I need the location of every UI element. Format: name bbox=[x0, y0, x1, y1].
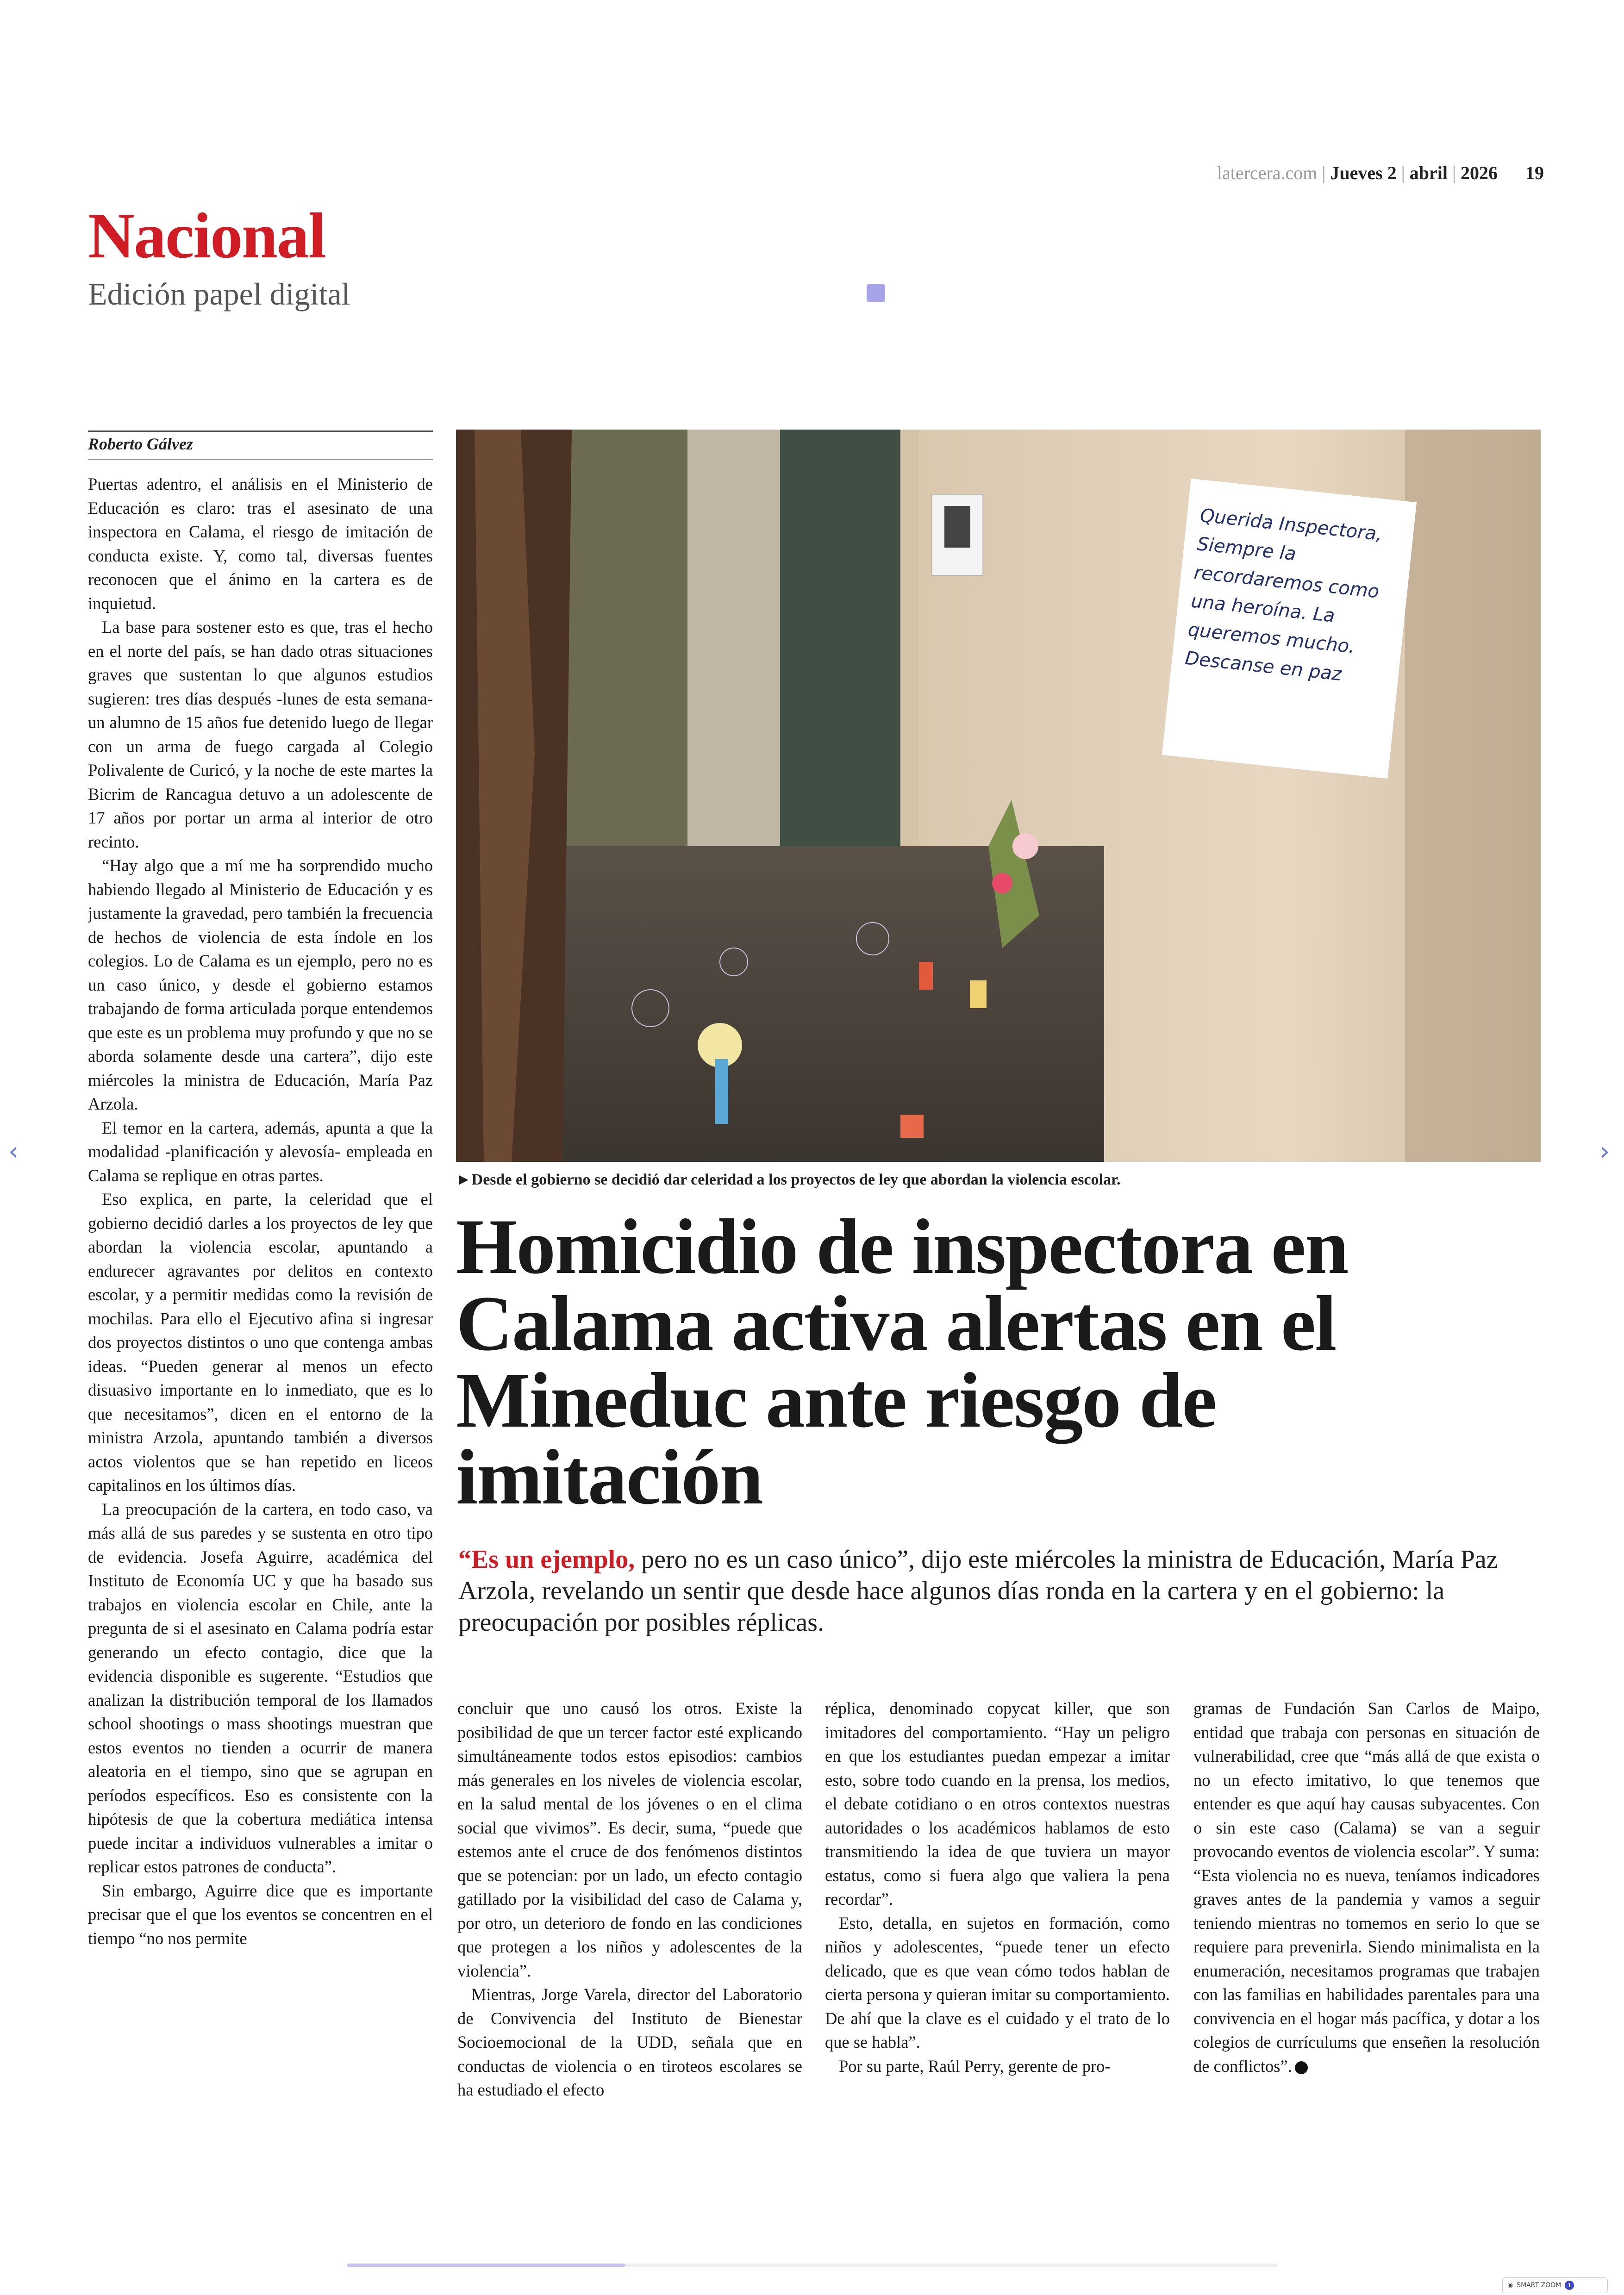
page-number: 19 bbox=[1525, 162, 1544, 183]
annotation-marker[interactable] bbox=[867, 284, 885, 302]
smart-zoom-button[interactable] bbox=[1502, 2277, 1608, 2293]
paragraph: Eso explica, en parte, la celeridad que el gobierno decidió darles a los proyectos de ley que abordan la violencia escolar, apuntando a endurecer agravantes por delitos en contexto escolar, y a permitir medidas como la revisión de mochilas. Para ello el Ejecutivo afina si ingresar dos proyectos distintos o uno que contenga ambas ideas. “Pueden generar al menos un efecto disuasivo importante en lo inmediato, que es lo que necesitamos”, dicen en el entorno de la ministra Arzola, apuntando también a diversos actos violentos que se han repetido en liceos capitalinos en los últimos días. bbox=[88, 1190, 433, 1495]
paragraph: “Hay algo que a mí me ha sorprendido mucho habiendo llegado al Ministerio de Educación y es justamente la gravedad, pero también la frecuencia de hechos de violencia de esta índole en los colegios. Lo de Calama es un ejemplo, pero no es un caso único, y desde el gobierno estamos trabajando de forma articulada porque entendemos que este es un problema muy profundo y que no se aborda solamente desde una cartera”, dijo este miércoles la ministra de Educación, María Paz Arzola. bbox=[88, 856, 433, 1113]
next-page-button[interactable]: › bbox=[1599, 1136, 1610, 1166]
dek bbox=[458, 1544, 1523, 1638]
paragraph: Sin embargo, Aguirre dice que es importante precisar que el que los eventos se concentren en el tiempo “no nos permite bbox=[88, 1881, 433, 1948]
article-photo bbox=[456, 430, 1541, 1162]
site-name: latercera.com bbox=[1217, 162, 1318, 183]
issue-day: Jueves 2 bbox=[1330, 162, 1397, 183]
eye-icon: ◉ bbox=[1507, 2282, 1513, 2289]
paragraph: La preocupación de la cartera, en todo caso, va más allá de sus paredes y se sustenta en otro tipo de evidencia. Josefa Aguirre, académica del Instituto de Economía UC y que ha basado sus trabajos en violencia escolar en Chile, ante la pregunta de si el asesinato en Calama podría estar generando un efecto contagio, dice que la evidencia disponible es sugerente. “Estudios que analizan la distribución temporal de los llamados school shootings o mass shootings muestran que estos eventos no tienden a ocurrir de manera aleatoria en el tiempo, sino que se agrupan en períodos específicos. Eso es consistente con la hipótesis de que la cobertura mediática intensa puede incitar a individuos vulnerables a imitar o replicar estos patrones de conducta”. bbox=[88, 1499, 433, 1876]
paragraph: Esto, detalla, en sujetos en formación, como niños y adolescentes, “puede tener un efecto delicado, que es que vean cómo todos hablan de cierta persona y quieran imitar su comportamiento. De ahí que la clave es el cuidado y el trato de lo que se habla”. bbox=[825, 1913, 1170, 2052]
photo-handwritten-note: Querida Inspectora, Siempre la recordaremos como una heroína. La queremos mucho. Descanse en paz bbox=[1184, 505, 1384, 686]
prev-page-button[interactable]: ‹ bbox=[8, 1136, 19, 1166]
smart-zoom-count: 1 bbox=[1565, 2281, 1574, 2290]
paragraph bbox=[1193, 1696, 1540, 2078]
issue-month: abril bbox=[1409, 162, 1448, 183]
end-mark-icon bbox=[1295, 2061, 1308, 2074]
page-meta: latercera.com | Jueves 2 | abril | 2026 19 bbox=[1217, 162, 1544, 183]
paragraph: Puertas adentro, el análisis en el Ministerio de Educación es claro: tras el asesinato de una inspectora en Calama, el riesgo de imitación de conducta existe. Y, como tal, diversas fuentes reconocen que el ánimo en la cartera es de inquietud. bbox=[88, 474, 433, 613]
photo-caption: ►Desde el gobierno se decidió dar celeridad a los proyectos de ley que abordan la violencia escolar. bbox=[456, 1171, 1121, 1188]
smart-zoom-label: SMART ZOOM bbox=[1517, 2282, 1562, 2289]
byline-rule-bottom bbox=[88, 459, 433, 460]
dek-text: pero no es un caso único”, dijo este miércoles la ministra de Educación, María Paz Arzola, revelando un sentir que desde hace algunos días ronda en la cartera y en el gobierno: la preocupación por posibles réplicas. bbox=[458, 1545, 1498, 1637]
paragraph: réplica, denominado copycat killer, que son imitadores del comportamiento. “Hay un peligro en que los estudiantes puedan empezar a imitar esto, sobre todo cuando en la prensa, los medios, el debate cotidiano o en otros contextos nuestras autoridades o los académicos hablamos de esto transmitiendo la idea de que tuviera un mayor estatus, como si fuera algo que valiera la pena recordar”. bbox=[825, 1699, 1170, 1908]
paragraph-text: gramas de Fundación San Carlos de Maipo, entidad que trabaja con personas en situación de vulnerabilidad, cree que “más allá de que exista o no un efecto imitativo, lo que tenemos que entender es que aquí hay causas subyacentes. Con o sin este caso (Calama) se van a seguir provocando eventos de violencia escolar”. Y suma: “Esta violencia no es nueva, teníamos indicadores graves antes de la pandemia y vamos a seguir teniendo mientras no tomemos en serio lo que se requiere para prevenirla. Siendo minimalista en la enumeración, necesitamos programas que trabajen con las familias en habilidades parentales para una convivencia en el hogar más pacífica, y dotar a los colegios de currículums que enseñen la resolución de conflictos”. bbox=[1193, 1699, 1540, 2076]
body-column-1 bbox=[457, 1696, 802, 2132]
paragraph: El temor en la cartera, además, apunta a que la modalidad -planificación y alevosía- empleada en Calama se replique en otras partes. bbox=[88, 1118, 433, 1185]
body-column-2 bbox=[825, 1696, 1170, 2132]
headline: Homicidio de inspectora en Calama activa alertas en el Mineduc ante riesgo de imitación bbox=[456, 1203, 1348, 1521]
section-subtitle: Edición papel digital bbox=[88, 276, 350, 312]
page-scroll-thumb[interactable] bbox=[347, 2264, 625, 2267]
body-column-left bbox=[88, 472, 433, 2125]
byline-rule bbox=[88, 430, 433, 432]
section-title: Nacional bbox=[88, 200, 325, 272]
issue-year: 2026 bbox=[1461, 162, 1498, 183]
byline: Roberto Gálvez bbox=[88, 435, 193, 453]
paragraph: Por su parte, Raúl Perry, gerente de pro- bbox=[839, 2056, 1111, 2076]
paragraph: La base para sostener esto es que, tras el hecho en el norte del país, se han dado otras situaciones graves que sustentan lo que algunos estudios sugieren: tres días después -lunes de esta semana- un alumno de 15 años fue detenido luego de llegar con un arma de fuego cargada al Colegio Polivalente de Curicó, y la noche de este martes la Bicrim de Rancagua detuvo a un adolescente de 17 años por portar un arma al interior de otro recinto. bbox=[88, 617, 433, 851]
paragraph: concluir que uno causó los otros. Existe la posibilidad de que un tercer factor esté explicando simultáneamente todos estos episodios: cambios más generales en los niveles de violencia escolar, en la salud mental de los jóvenes o en el clima social que vivimos”. Es decir, suma, “puede que estemos ante el cruce de dos fenómenos distintos que se potencian: por un lado, un efecto contagio gatillado por la visibilidad del caso de Calama y, por otro, un deterioro de fondo en las condiciones que protegen a los niños y adolescentes de la violencia”. bbox=[457, 1699, 802, 1980]
dek-lead: “Es un ejemplo, bbox=[458, 1545, 635, 1574]
paragraph: Mientras, Jorge Varela, director del Laboratorio de Convivencia del Instituto de Bienestar Socioemocional de la UDD, señala que en conductas de violencia o en tiroteos escolares se ha estudiado el efecto bbox=[457, 1985, 802, 2099]
body-column-3 bbox=[1193, 1696, 1540, 2132]
